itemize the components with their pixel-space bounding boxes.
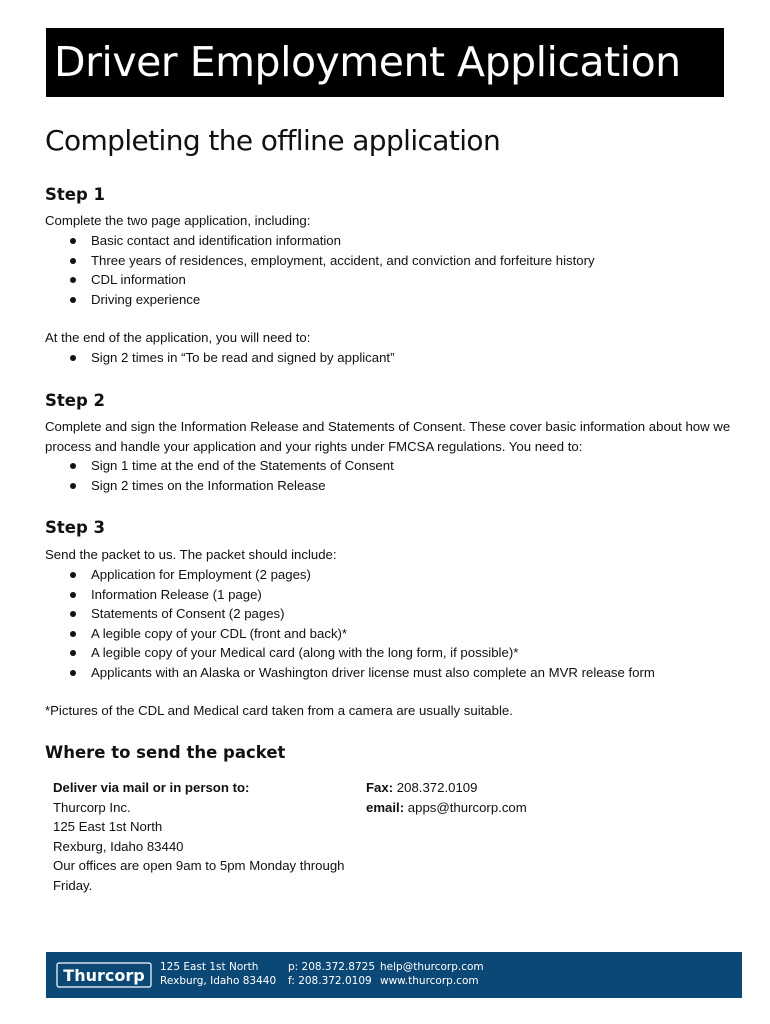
step2-heading: Step 2 bbox=[45, 391, 105, 410]
delivery-address bbox=[53, 778, 353, 895]
step1-list bbox=[45, 231, 595, 309]
footer-address-line: 125 East 1st North bbox=[160, 961, 259, 973]
page-subtitle: Completing the offline application bbox=[45, 124, 501, 157]
footer-phone-fax bbox=[288, 960, 375, 988]
footer-fax: f: 208.372.0109 bbox=[288, 975, 372, 987]
step1-end-list bbox=[45, 348, 395, 368]
deliver-label: Deliver via mail or in person to: bbox=[53, 780, 250, 795]
list-item: Statements of Consent (2 pages) bbox=[45, 604, 655, 624]
list-item: Basic contact and identification information bbox=[45, 231, 595, 251]
list-item: Sign 1 time at the end of the Statements of Consent bbox=[45, 456, 394, 476]
list-item: Three years of residences, employment, accident, and conviction and forfeiture history bbox=[45, 251, 595, 271]
send-heading: Where to send the packet bbox=[45, 743, 286, 762]
office-hours: Our offices are open 9am to 5pm Monday through Friday. bbox=[53, 858, 345, 893]
step3-heading: Step 3 bbox=[45, 518, 105, 537]
email-label: email: bbox=[366, 799, 405, 815]
document-title: Driver Employment Application bbox=[46, 28, 724, 97]
list-item: Applicants with an Alaska or Washington driver license must also complete an MVR release form bbox=[45, 663, 655, 683]
logo-text: Thurcorp bbox=[63, 966, 145, 985]
address-line: Thurcorp Inc. bbox=[53, 799, 131, 815]
list-item: Application for Employment (2 pages) bbox=[45, 565, 655, 585]
footer-links bbox=[380, 960, 484, 988]
thurcorp-logo bbox=[56, 959, 152, 991]
step1-end-intro: At the end of the application, you will need to: bbox=[45, 330, 311, 345]
step1-heading: Step 1 bbox=[45, 185, 105, 204]
footer-web-link[interactable]: www.thurcorp.com bbox=[380, 975, 479, 987]
step1-intro: Complete the two page application, including: bbox=[45, 213, 311, 228]
footer-address-line: Rexburg, Idaho 83440 bbox=[160, 975, 277, 987]
list-item: Sign 2 times in “To be read and signed by applicant” bbox=[45, 348, 395, 368]
list-item: Driving experience bbox=[45, 290, 595, 310]
step3-intro: Send the packet to us. The packet should include: bbox=[45, 547, 337, 562]
footer-bar bbox=[46, 952, 742, 998]
step2-list bbox=[45, 456, 394, 495]
address-line: Rexburg, Idaho 83440 bbox=[53, 838, 184, 854]
list-item: Information Release (1 page) bbox=[45, 585, 655, 605]
step2-intro: Complete and sign the Information Release and Statements of Consent. These cover basic information about how we process and handle your application and your rights under FMCSA regulations. You need to: bbox=[45, 419, 731, 454]
fax-number: 208.372.0109 bbox=[393, 780, 478, 795]
contact-info bbox=[366, 778, 527, 817]
list-item: A legible copy of your Medical card (along with the long form, if possible)* bbox=[45, 643, 655, 663]
step3-list bbox=[45, 565, 655, 682]
fax-label: Fax: bbox=[366, 780, 394, 795]
footer-address bbox=[160, 960, 276, 988]
footer-phone: p: 208.372.8725 bbox=[288, 961, 376, 973]
footer-email-link[interactable]: help@thurcorp.com bbox=[380, 961, 484, 973]
list-item: A legible copy of your CDL (front and back)* bbox=[45, 624, 655, 644]
address-line: 125 East 1st North bbox=[53, 819, 163, 834]
list-item: Sign 2 times on the Information Release bbox=[45, 476, 394, 496]
step3-note: *Pictures of the CDL and Medical card taken from a camera are usually suitable. bbox=[45, 703, 513, 718]
list-item: CDL information bbox=[45, 270, 595, 290]
email-address[interactable]: apps@thurcorp.com bbox=[404, 799, 527, 815]
